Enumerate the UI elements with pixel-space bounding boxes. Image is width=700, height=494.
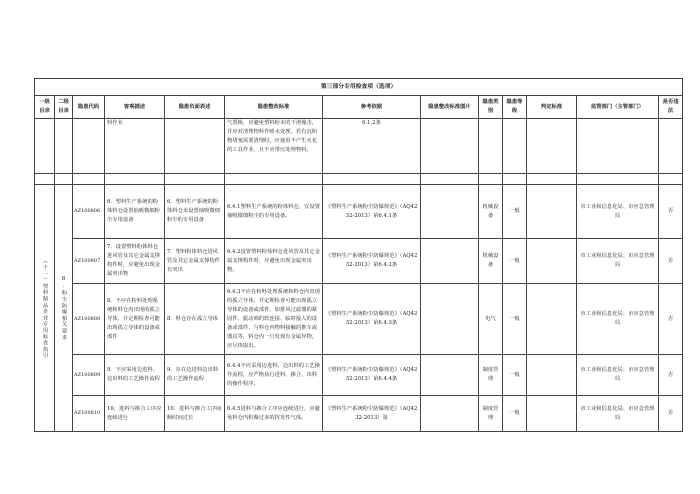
row-grade: 一般 xyxy=(503,355,527,396)
header-category: 隐患类别 xyxy=(479,96,503,119)
row-criteria xyxy=(527,355,577,396)
row-reference: 《塑料生产系统粉尘防爆规范》（AQ4232-2013）第6.4.4条 xyxy=(323,355,421,396)
header-desc: 客观描述 xyxy=(105,96,165,119)
row-illegal: 否 xyxy=(659,239,683,284)
row-grade: 一般 xyxy=(503,185,527,239)
row-photo xyxy=(421,284,479,355)
inspection-table xyxy=(34,78,683,432)
header-illegal: 是否违法 xyxy=(659,96,683,119)
row-standard: 6.4.4不应采用边进料、边出料的工艺操作流程，应严格执行进料、掺合、出料的操作程序。 xyxy=(225,355,323,396)
inspection-table-sheet xyxy=(34,78,682,432)
header-level1: 一级目录 xyxy=(35,96,55,119)
row-photo xyxy=(421,185,479,239)
row-desc: 10．进料与掺合工序应连续进行 xyxy=(105,396,165,432)
row-grade: 一般 xyxy=(503,396,527,432)
header-row xyxy=(35,96,683,119)
header-dept: 监管部门（主管部门） xyxy=(577,96,659,119)
row-dept: 市工业和信息化局、市应急管理局 xyxy=(577,239,659,284)
header-standard: 隐患整改标准 xyxy=(225,96,323,119)
row-dept: 市工业和信息化局、市应急管理局 xyxy=(577,396,659,432)
row-hazard: 10．进料与掺合工序间断时间过长 xyxy=(165,396,225,432)
row-code: AZ100809 xyxy=(73,355,105,396)
row-category: 机械设备 xyxy=(479,185,503,239)
row-dept: 市工业和信息化局、市应急管理局 xyxy=(577,185,659,239)
row-reference: 《塑料生产系统粉尘防爆规范》（AQ4232-2013）第6.4.3条 xyxy=(323,284,421,355)
header-code: 隐患代码 xyxy=(73,96,105,119)
table-row xyxy=(35,355,683,396)
row-dept: 市工业和信息化局、市应急管理局 xyxy=(577,355,659,396)
header-reference: 参考依据 xyxy=(323,96,421,119)
table-row xyxy=(35,396,683,432)
continuation-reference: 6.1.2条 xyxy=(323,119,421,174)
row-code: AZ100808 xyxy=(73,284,105,355)
row-reference: 《塑料生产系统粉尘防爆规范》（AQ4232-2013）第6.4.1条 xyxy=(323,185,421,239)
row-desc: 6．塑料生产系统的粉体料仓设置抽吸微细粉尘专用设备 xyxy=(105,185,165,239)
header-criteria: 判定标准 xyxy=(527,96,577,119)
row-desc: 8．不应在粉料处理系统和料仓内出现的孤立导体，并定期检查可能出现孤立导体的设备或部件 xyxy=(105,284,165,355)
row-standard: 6.4.3不应在粉料处理系统和料仓内出现的孤立导体，并定期检查可能出现孤立导体的设备或部件，如排风过滤器的紧固件、振动筛的软连接、临时接入的设备或部件、与料仓内物料接触的推车或器具等，料仓内一旦发现有金属异物，应尽快取出。 xyxy=(225,284,323,355)
row-category: 机械设备 xyxy=(479,239,503,284)
row-photo xyxy=(421,355,479,396)
row-dept: 市工业和信息化局、市应急管理局 xyxy=(577,284,659,355)
row-hazard: 8．料仓存在孤立导体 xyxy=(165,284,225,355)
row-hazard: 7．塑料粉体料仓进风管及其它金属支撑构件有突出 xyxy=(165,239,225,284)
row-code: AZ100806 xyxy=(73,185,105,239)
spacer-row xyxy=(35,174,683,185)
table-title: 第三部分专用检查项（选项） xyxy=(35,79,683,96)
row-desc: 9．不应采用边进料、边出料的工艺操作流程 xyxy=(105,355,165,396)
header-grade: 隐患等级 xyxy=(503,96,527,119)
level2-cell: 8.粉尘防爆相关要求 xyxy=(55,185,73,432)
row-photo xyxy=(421,239,479,284)
row-code: AZ100810 xyxy=(73,396,105,432)
row-standard: 6.4.1塑料生产系统的粉体料仓，宜设置抽吸微细粉尘的专用设备。 xyxy=(225,185,323,239)
row-category: 制度管理 xyxy=(479,355,503,396)
header-level2: 二级目录 xyxy=(55,96,73,119)
row-criteria xyxy=(527,239,577,284)
row-criteria xyxy=(527,185,577,239)
row-criteria xyxy=(527,284,577,355)
row-category: 制度管理 xyxy=(479,396,503,432)
header-photo: 隐患整改标准图片 xyxy=(421,96,479,119)
continuation-row xyxy=(35,119,683,174)
row-photo xyxy=(421,396,479,432)
continuation-desc: 料作业 xyxy=(105,119,165,174)
header-hazard: 隐患负面表述 xyxy=(165,96,225,119)
table-row xyxy=(35,185,683,239)
row-hazard: 9．存在边进料边出料的工艺操作流程 xyxy=(165,355,225,396)
row-grade: 一般 xyxy=(503,239,527,284)
row-grade: 一般 xyxy=(503,284,527,355)
row-code: AZ100807 xyxy=(73,239,105,284)
table-row xyxy=(35,284,683,355)
table-row xyxy=(35,239,683,284)
row-hazard: 6．塑料生产系统的粉体料仓未设置抽吸微细粉尘的专用设备 xyxy=(165,185,225,239)
row-reference: 《塑料生产系统粉尘防爆规范》（AQ4232-2013）第6.4.2条 xyxy=(323,239,421,284)
row-desc: 7．设置塑料粉体料仓进风管及其它金属支撑构件时，应避免出现金属突出物 xyxy=(105,239,165,284)
row-illegal: 否 xyxy=(659,284,683,355)
row-illegal: 否 xyxy=(659,396,683,432)
level1-cell: （十一）塑料制品企业专用检查指引 xyxy=(35,185,55,432)
row-category: 电气 xyxy=(479,284,503,355)
row-standard: 6.4.5进料与掺合工序应连续进行，应避免料仓内积聚过多的挥发性气体。 xyxy=(225,396,323,432)
row-illegal: 否 xyxy=(659,185,683,239)
continuation-standard: 气置换，应避免塑料粉末的下滑撞击，并应对清理物料作喷水处理，若有沉积物堵塞需要清理时，应使用不产生火花的工具作业，且不应带压处理物料。 xyxy=(225,119,323,174)
row-reference: 《塑料生产系统粉尘防爆规范》（AQ4232-2013）第 xyxy=(323,396,421,432)
row-standard: 6.4.2设置塑料粉体料仓进风管及其它金属支撑构件时，应避免出现金属突出物。 xyxy=(225,239,323,284)
row-criteria xyxy=(527,396,577,432)
row-illegal: 否 xyxy=(659,355,683,396)
